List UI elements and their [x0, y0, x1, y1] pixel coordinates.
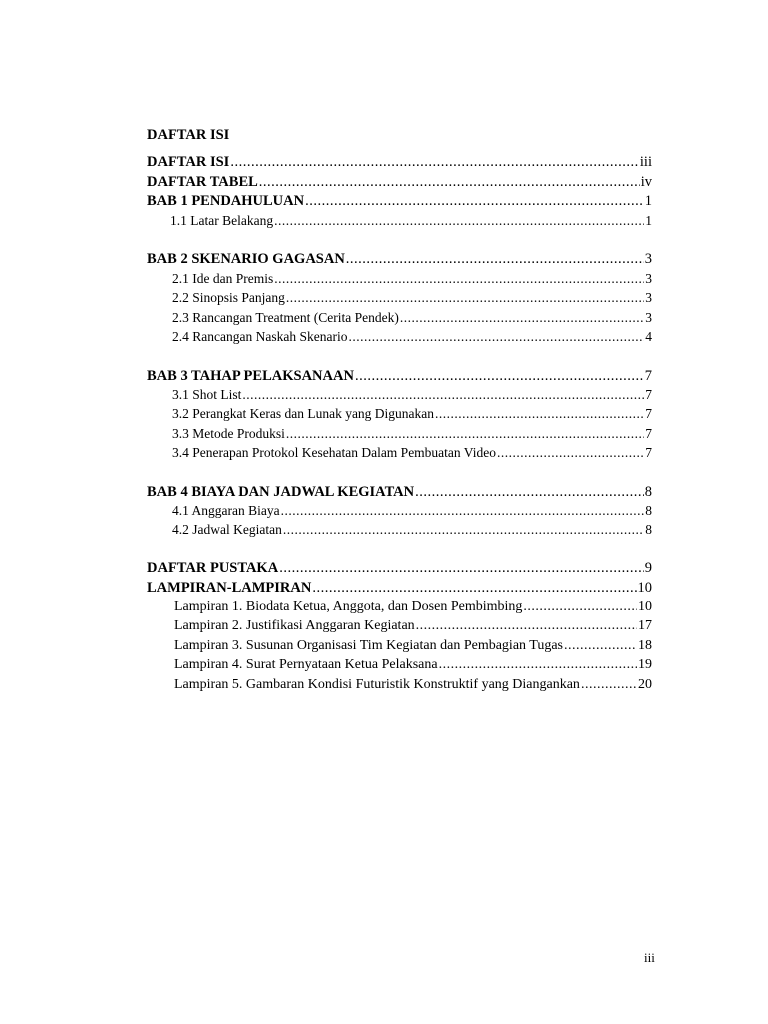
toc-entry — [147, 367, 652, 385]
toc-entry-page: 3 — [645, 290, 652, 305]
dot-leader — [400, 309, 644, 326]
toc-entry-label: BAB 1 PENDAHULUAN — [147, 193, 305, 209]
toc-entry — [174, 617, 652, 635]
toc-entry-page: 7 — [645, 387, 652, 402]
dot-leader — [435, 405, 644, 422]
toc-entry-page: 1 — [645, 213, 652, 228]
dot-leader — [346, 250, 644, 268]
toc-entry-label: Lampiran 2. Justifikasi Anggaran Kegiatan — [174, 618, 415, 633]
toc-entry-page: 8 — [645, 522, 652, 537]
toc-entry — [172, 309, 652, 326]
toc-entry — [147, 559, 652, 577]
toc-entry-page: 3 — [644, 251, 652, 267]
toc-entry-page: 19 — [638, 657, 652, 672]
page-number: iii — [644, 950, 655, 965]
toc-entry — [172, 270, 652, 287]
toc-entry-page: 7 — [645, 406, 652, 421]
toc-entry — [172, 502, 652, 519]
toc-entry-page: 4 — [645, 329, 652, 344]
toc-entry-label: 4.2 Jadwal Kegiatan — [172, 522, 282, 537]
toc-entry-label: Lampiran 3. Susunan Organisasi Tim Kegiatan dan Pembagian Tugas — [174, 638, 563, 653]
toc-entry-label: Lampiran 5. Gambaran Kondisi Futuristik Konstruktif yang Diangankan — [174, 677, 580, 692]
toc-entry-page: 8 — [645, 503, 652, 518]
toc-entry-label: 1.1 Latar Belakang — [170, 213, 274, 228]
toc-entry — [172, 289, 652, 306]
toc-entry-page: 3 — [645, 271, 652, 286]
dot-leader — [355, 367, 644, 385]
toc-entry-label: DAFTAR ISI — [147, 154, 230, 170]
toc-entry-label: BAB 3 TAHAP PELAKSANAAN — [147, 368, 354, 384]
dot-leader — [416, 617, 637, 635]
toc-entry — [147, 192, 652, 210]
dot-leader — [581, 676, 637, 694]
toc-entry-page: 9 — [644, 560, 652, 576]
toc-entry-page: 18 — [638, 638, 652, 653]
toc-entry-label: 3.3 Metode Produksi — [172, 426, 285, 441]
toc-entry-page: 7 — [645, 426, 652, 441]
toc-entry-page: 7 — [645, 445, 652, 460]
toc-entry — [170, 212, 652, 229]
toc-entry-page: 8 — [644, 484, 652, 500]
toc-entry — [174, 656, 652, 674]
dot-leader — [305, 192, 644, 210]
toc-entry — [174, 637, 652, 655]
toc-entry-page: 7 — [644, 368, 652, 384]
toc-entry-page: 17 — [638, 618, 652, 633]
toc-entry-page: 1 — [644, 193, 652, 209]
toc-entry-label: 3.4 Penerapan Protokol Kesehatan Dalam Pembuatan Video — [172, 445, 496, 460]
toc-entry-page: 10 — [638, 599, 652, 614]
toc-entry — [172, 521, 652, 538]
toc-entry-page: 3 — [645, 310, 652, 325]
dot-leader — [415, 483, 644, 501]
dot-leader — [523, 598, 637, 616]
dot-leader — [497, 444, 644, 461]
dot-leader — [259, 173, 640, 191]
toc-entry — [174, 598, 652, 616]
dot-leader — [312, 579, 636, 597]
toc-entry-label: 2.2 Sinopsis Panjang — [172, 290, 285, 305]
dot-leader — [274, 212, 644, 229]
dot-leader — [279, 559, 644, 577]
toc-entry-page: 10 — [637, 580, 652, 596]
dot-leader — [283, 521, 644, 538]
toc-entry-label: 3.1 Shot List — [172, 387, 242, 402]
dot-leader — [286, 425, 644, 442]
toc-entry-label: LAMPIRAN-LAMPIRAN — [147, 580, 312, 596]
toc-entry-label: 4.1 Anggaran Biaya — [172, 503, 280, 518]
dot-leader — [281, 502, 645, 519]
dot-leader — [348, 328, 644, 345]
dot-leader — [439, 656, 637, 674]
toc-entry — [147, 579, 652, 597]
toc-entry — [147, 483, 652, 501]
toc-entry-label: Lampiran 4. Surat Pernyataan Ketua Pelaksana — [174, 657, 438, 672]
toc-entry-page: iii — [639, 154, 652, 170]
toc-entry-label: BAB 4 BIAYA DAN JADWAL KEGIATAN — [147, 484, 415, 500]
toc-entry-page: 20 — [638, 677, 652, 692]
toc-entry — [172, 425, 652, 442]
toc-entry — [147, 250, 652, 268]
toc-entry-label: DAFTAR PUSTAKA — [147, 560, 279, 576]
dot-leader — [242, 386, 644, 403]
toc-entry — [147, 153, 652, 171]
toc-entry — [147, 173, 652, 191]
dot-leader — [564, 637, 637, 655]
page-title: DAFTAR ISI — [147, 127, 230, 143]
toc-entry — [172, 386, 652, 403]
toc-entry-label: Lampiran 1. Biodata Ketua, Anggota, dan Dosen Pembimbing — [174, 599, 523, 614]
dot-leader — [274, 270, 644, 287]
toc-entry — [172, 444, 652, 461]
toc-entry — [172, 405, 652, 422]
toc-entry-label: 2.1 Ide dan Premis — [172, 271, 274, 286]
toc-entry-label: BAB 2 SKENARIO GAGASAN — [147, 251, 345, 267]
dot-leader — [286, 289, 644, 306]
dot-leader — [230, 153, 639, 171]
toc-entry-label: 2.4 Rancangan Naskah Skenario — [172, 329, 348, 344]
toc-entry-label: DAFTAR TABEL — [147, 174, 258, 190]
toc-entry — [172, 328, 652, 345]
toc-entry-page: iv — [640, 174, 652, 190]
toc-entry-label: 3.2 Perangkat Keras dan Lunak yang Digunakan — [172, 406, 435, 421]
toc-entry — [174, 676, 652, 694]
toc-entry-label: 2.3 Rancangan Treatment (Cerita Pendek) — [172, 310, 399, 325]
